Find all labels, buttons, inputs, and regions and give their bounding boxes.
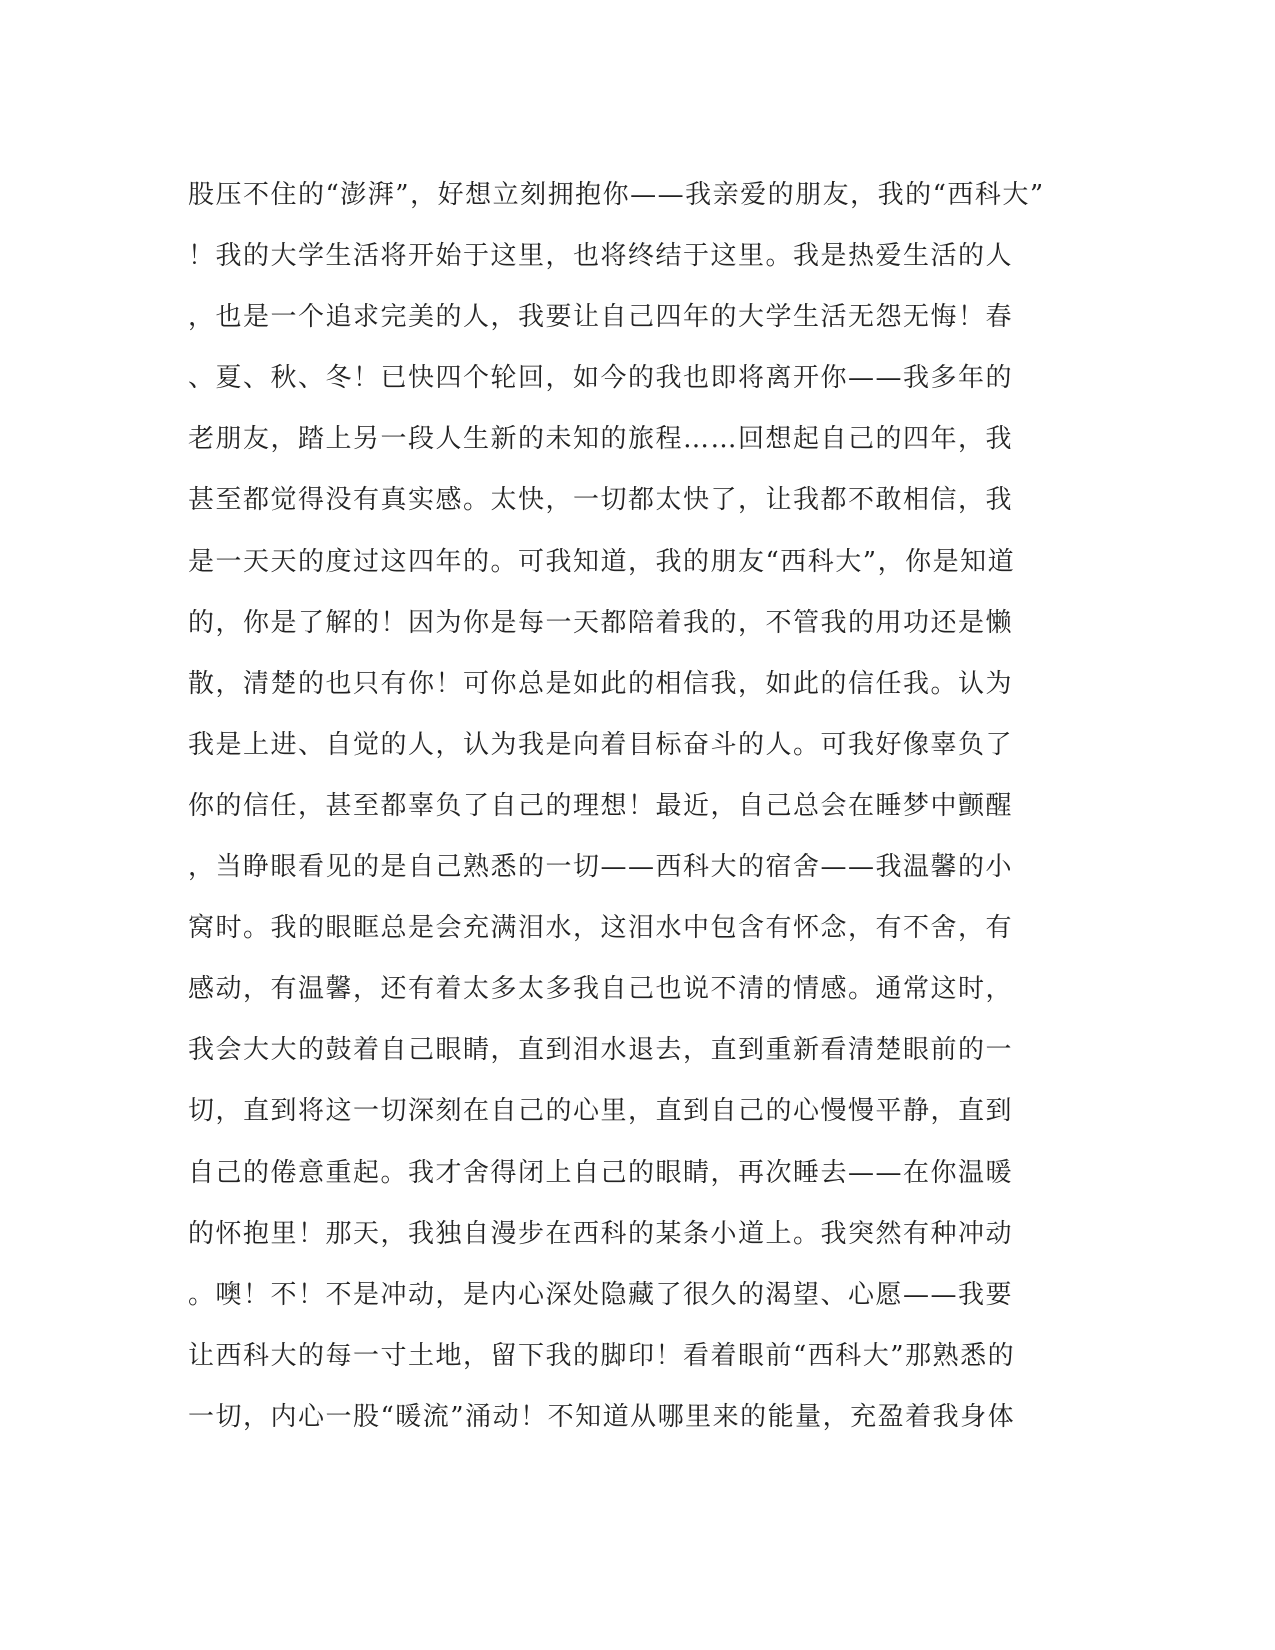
- text-line: 让西科大的每一寸土地，留下我的脚印！看着眼前“西科大”那熟悉的: [188, 1340, 1016, 1371]
- body-text: [188, 165, 1068, 1448]
- text-line: 我会大大的鼓着自己眼睛，直到泪水退去，直到重新看清楚眼前的一: [188, 1035, 1014, 1066]
- text-line: 你的信任，甚至都辜负了自己的理想！最近，自己总会在睡梦中颤醒: [188, 790, 1014, 821]
- text-line: 股压不住的“澎湃”，好想立刻拥抱你——我亲爱的朋友，我的“西科大”: [188, 180, 1045, 210]
- text-line: ，也是一个追求完美的人，我要让自己四年的大学生活无怨无悔！春: [188, 302, 1014, 333]
- text-line: 散，清楚的也只有你！可你总是如此的相信我，如此的信任我。认为: [188, 668, 1014, 699]
- text-line: 的，你是了解的！因为你是每一天都陪着我的，不管我的用功还是懒: [188, 607, 1014, 638]
- text-line: 甚至都觉得没有真实感。太快，一切都太快了，让我都不敢相信，我: [188, 485, 1014, 516]
- text-line: 窝时。我的眼眶总是会充满泪水，这泪水中包含有怀念，有不舍，有: [188, 913, 1014, 944]
- text-line: ！我的大学生活将开始于这里，也将终结于这里。我是热爱生活的人: [188, 241, 1014, 272]
- text-line: 的怀抱里！那天，我独自漫步在西科的某条小道上。我突然有种冲动: [188, 1218, 1014, 1249]
- text-line: 、夏、秋、冬！已快四个轮回，如今的我也即将离开你——我多年的: [188, 363, 1014, 394]
- text-line: 。噢！不！不是冲动，是内心深处隐藏了很久的渴望、心愿——我要: [188, 1279, 1014, 1310]
- text-line: 感动，有温馨，还有着太多太多我自己也说不清的情感。通常这时，: [188, 974, 1014, 1005]
- text-line: 老朋友，踏上另一段人生新的未知的旅程……回想起自己的四年，我: [188, 424, 1014, 455]
- text-line: 切，直到将这一切深刻在自己的心里，直到自己的心慢慢平静，直到: [188, 1096, 1014, 1127]
- text-line: 自己的倦意重起。我才舍得闭上自己的眼睛，再次睡去——在你温暖: [188, 1157, 1014, 1188]
- text-line: ，当睁眼看见的是自己熟悉的一切——西科大的宿舍——我温馨的小: [188, 852, 1014, 883]
- text-line: 是一天天的度过这四年的。可我知道，我的朋友“西科大”，你是知道: [188, 546, 1016, 577]
- text-line: 一切，内心一股“暖流”涌动！不知道从哪里来的能量，充盈着我身体: [188, 1401, 1016, 1432]
- text-line: 我是上进、自觉的人，认为我是向着目标奋斗的人。可我好像辜负了: [188, 729, 1014, 760]
